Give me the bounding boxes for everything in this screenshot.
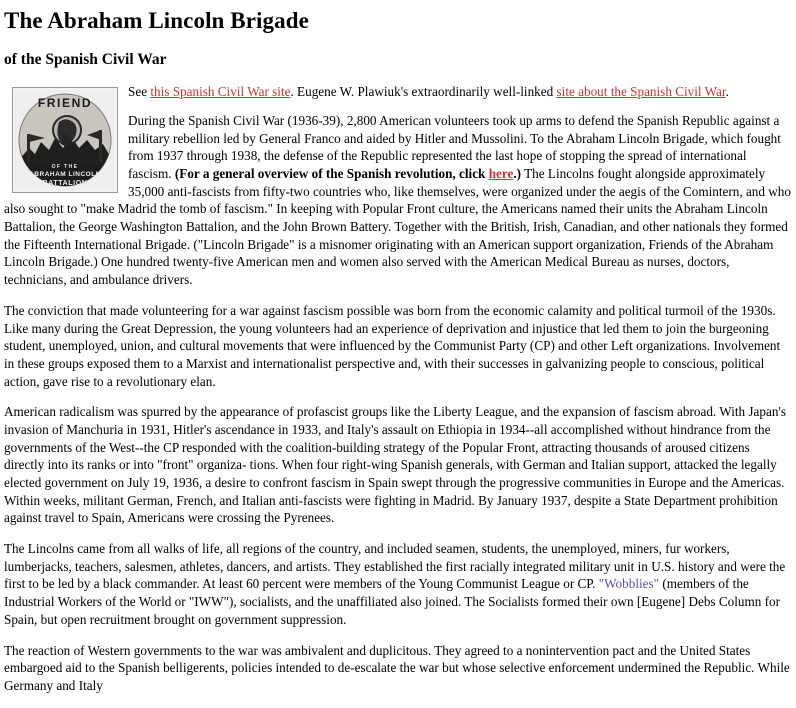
article-body (4, 83, 792, 707)
spanish-civil-war-site-link[interactable]: this Spanish Civil War site (150, 84, 291, 100)
overview-callout-open: (For a general overview of the Spanish revolution, click (174, 166, 489, 181)
paragraph-1 (4, 112, 792, 289)
page-title: The Abraham Lincoln Brigade (4, 8, 309, 33)
paragraph-2: The conviction that made volunteering for a war against fascism possible was born from the economic calamity and political turmoil of the 1930s. Like many during the Great Depression, the young volunteers had an experience of deprivation and injustice that led them to join the burgeoning student, unemployed, union, and cultural movements that were influenced by the Communist Party (CP) and other Left organizations. Involvement in these groups exposed them to a Marxist and internationalist perspective and, with their successes in galvanizing people to conscious, political action, gave rise to a revolutionary elan. (4, 302, 781, 389)
paragraph-4-part-b: (members of the Industrial Workers of the World or "IWW"), socialists, and the unaffiliated also joined. The Socialists formed their own [Eugene] Debs Column for Spain, but open recruitment brought on government suppression. (4, 576, 781, 627)
badge-line-3: ABRAHAM LINCOLN (29, 171, 101, 179)
page-subtitle: of the Spanish Civil War (4, 51, 167, 69)
intro-after-text: . (725, 84, 729, 100)
intro-before-text: See (128, 84, 151, 100)
paragraph-5: The reaction of Western governments to the war was ambivalent and duplicitous. They agreed to a nonintervention pact and the United States embargoed aid to the Spanish belligerents, policies intended to de-escalate the war but whose selective enforcement undermined the Republic. While Germany and Italy (4, 642, 790, 693)
overview-here-link[interactable]: here (488, 166, 514, 181)
badge-line-4: BATTALION (42, 180, 88, 188)
paragraph-1-part-a: During the Spanish Civil War (1936-39), 2,800 American volunteers took up arms to defend the Spanish Republic against a military rebellion led by General Franco and aided by Hitler and Mussolini. To the Abraham Lincoln Brigade, which fought from 1937 through 1938, the defense of the Republic represented the last hope of stopping the spread of international fascism. (128, 112, 781, 181)
overview-callout (175, 166, 521, 181)
wobblies-link[interactable]: "Wobblies" (598, 576, 660, 592)
badge-line-2: OF THE (51, 164, 79, 171)
paragraph-4 (4, 540, 792, 628)
intro-middle-text: . Eugene W. Plawiuk's extraordinarily well-linked (290, 84, 557, 100)
intro-line (4, 83, 792, 101)
paragraph-4-part-a: The Lincolns came from all walks of life, all regions of the country, and included seamen, students, the unemployed, miners, fur workers, lumberjacks, teachers, salesmen, athletes, dancers, and artists. They established the first racially integrated military unit in U.S. history and were the first to be led by a black commander. At least 60 percent were members of the Young Communist League or CP. (4, 541, 786, 592)
badge-line-1: FRIEND (37, 96, 93, 111)
paragraph-1-part-b: The Lincolns fought alongside approximately 35,000 anti-fascists from fifty-two countries who, like themselves, were organized under the aegis of the Comintern, and who also sought to "make Madrid the tomb of fascism." In keeping with Popular Front culture, the Americans named their units the Abraham Lincoln Battalion, the George Washington Battalion, and the John Brown Battery. Together with the British, Irish, Canadian, and other nationals they formed the Fifteenth International Brigade. ("Lincoln Brigade" is a misnomer originating with an American support organization, Friends of the Abraham Lincoln Brigade.) One hundred twenty-five American men and women also served with the American Medical Bureau as nurses, doctors, technicians, and ambulance drivers. (4, 166, 791, 288)
plawiuk-site-link[interactable]: site about the Spanish Civil War (556, 84, 726, 100)
paragraph-3: American radicalism was spurred by the appearance of profascist groups like the Liberty League, and the expansion of fascism abroad. With Japan's invasion of Manchuria in 1931, Hitler's ascendance in 1933, and Italy's assault on Ethiopia in 1934--all accomplished without hindrance from the governments of the West--the CP responded with the coalition-building strategy of the Popular Front, attracting thousands of aroused citizens directly into its ranks or into "front" organiza- tions. When four right-wing Spanish generals, with German and Italian support, attacked the legally elected government on July 19, 1936, a desire to confront fascism in Spain swept through the progressive communities in Europe and the Americas. Within weeks, militant German, French, and Italian anti-fascists were fighting in Madrid. By January 1937, despite a State Department prohibition against travel to Spain, Americans were crossing the Pyrenees. (4, 404, 786, 526)
badge-image (12, 87, 118, 193)
overview-callout-close: .) (513, 166, 522, 181)
friend-of-the-abraham-lincoln-battalion-icon (15, 90, 115, 190)
